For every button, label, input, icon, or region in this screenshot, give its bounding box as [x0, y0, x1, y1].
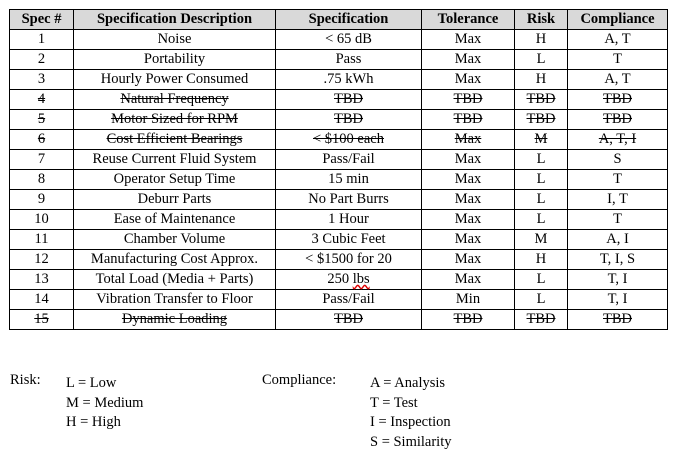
risk-text: M [534, 231, 548, 247]
description-text: Deburr Parts [137, 191, 212, 207]
specification-cell [276, 30, 422, 50]
compliance-text: TBD [603, 91, 632, 107]
specification-cell [276, 50, 422, 70]
table-row [10, 30, 668, 50]
specification-text: No Part Burrs [308, 191, 389, 207]
compliance-cell [568, 130, 668, 150]
tolerance-text: Max [454, 231, 482, 247]
risk-legend-item: L = Low [66, 375, 117, 391]
specification-text: 15 min [328, 171, 369, 187]
spec-number-text: 5 [37, 111, 46, 127]
description-text: Ease of Maintenance [113, 211, 236, 227]
specification-text: .75 kWh [323, 71, 374, 87]
tolerance-text: Max [454, 151, 482, 167]
specification-cell [276, 210, 422, 230]
compliance-text: T, I [607, 271, 628, 287]
compliance-text: TBD [603, 111, 632, 127]
risk-cell [515, 310, 568, 330]
compliance-text: T, I, S [599, 251, 636, 267]
risk-cell [515, 130, 568, 150]
tolerance-cell [422, 130, 515, 150]
risk-text: L [536, 191, 546, 207]
compliance-cell [568, 30, 668, 50]
compliance-cell [568, 70, 668, 90]
compliance-cell [568, 310, 668, 330]
risk-cell [515, 110, 568, 130]
compliance-cell [568, 270, 668, 290]
description-cell [74, 270, 276, 290]
risk-text: TBD [526, 111, 556, 127]
tolerance-text: Max [454, 191, 482, 207]
spec-number-text: 9 [37, 191, 46, 207]
description-cell [74, 250, 276, 270]
risk-cell [515, 50, 568, 70]
tolerance-cell [422, 250, 515, 270]
spec-number-cell [10, 290, 74, 310]
spec-number-text: 4 [37, 91, 46, 107]
table-row [10, 90, 668, 110]
spec-number-cell [10, 170, 74, 190]
risk-cell [515, 290, 568, 310]
spec-number-text: 1 [37, 31, 46, 47]
description-cell [74, 230, 276, 250]
spec-number-cell [10, 310, 74, 330]
risk-text: L [536, 291, 546, 307]
specification-cell [276, 170, 422, 190]
spec-number-cell [10, 210, 74, 230]
compliance-cell [568, 250, 668, 270]
risk-text: H [535, 251, 547, 267]
specification-text: TBD [334, 111, 363, 127]
spec-number-text: 12 [34, 251, 49, 267]
compliance-text: TBD [603, 311, 632, 327]
compliance-cell [568, 210, 668, 230]
compliance-legend-item: S = Similarity [370, 433, 452, 450]
specification-cell [276, 190, 422, 210]
tolerance-text: Max [454, 131, 482, 147]
tolerance-text: Max [454, 211, 482, 227]
risk-cell [515, 170, 568, 190]
compliance-cell [568, 50, 668, 70]
risk-label: Risk: [10, 372, 41, 388]
specification-text: TBD [334, 91, 363, 107]
specification-text: 3 Cubic Feet [311, 231, 386, 247]
tolerance-cell [422, 50, 515, 70]
description-cell [74, 110, 276, 130]
compliance-cell [568, 290, 668, 310]
risk-text: M [534, 131, 548, 147]
table-row [10, 70, 668, 90]
tolerance-text: Max [454, 251, 482, 267]
compliance-legend-item: A = Analysis [370, 375, 446, 391]
spec-number-text: 13 [34, 271, 49, 287]
risk-text: TBD [526, 91, 556, 107]
description-text: Dynamic Loading [121, 311, 228, 327]
risk-cell [515, 250, 568, 270]
spec-number-cell [10, 110, 74, 130]
spec-number-cell [10, 270, 74, 290]
specification-cell [276, 150, 422, 170]
table-row [10, 130, 668, 150]
specification-cell [276, 250, 422, 270]
tolerance-cell [422, 170, 515, 190]
compliance-cell [568, 170, 668, 190]
spec-number-cell [10, 90, 74, 110]
compliance-cell [568, 90, 668, 110]
risk-text: L [536, 151, 546, 167]
spec-number-cell [10, 70, 74, 90]
spec-number-text: 6 [37, 131, 46, 147]
header-description: Specification Description [74, 10, 276, 30]
compliance-text: T, I [607, 291, 628, 307]
description-text: Chamber Volume [123, 231, 226, 247]
description-cell [74, 90, 276, 110]
specification-cell [276, 90, 422, 110]
compliance-text: A, T, I [598, 131, 637, 147]
description-text: Portability [143, 51, 206, 67]
spec-number-cell [10, 190, 74, 210]
risk-cell [515, 210, 568, 230]
table-row [10, 150, 668, 170]
risk-cell [515, 30, 568, 50]
compliance-text: A, T [604, 31, 631, 47]
tolerance-text: TBD [453, 91, 483, 107]
compliance-cell [568, 110, 668, 130]
tolerance-cell [422, 270, 515, 290]
risk-text: L [536, 211, 546, 227]
compliance-text: T [613, 211, 622, 227]
specification-text: 1 Hour [328, 211, 369, 227]
tolerance-text: Max [454, 51, 482, 67]
spec-number-text: 14 [34, 291, 49, 307]
spec-number-cell [10, 150, 74, 170]
description-text: Operator Setup Time [113, 171, 236, 187]
description-cell [74, 210, 276, 230]
specification-cell [276, 130, 422, 150]
tolerance-text: Max [454, 271, 482, 287]
specification-cell [276, 270, 422, 290]
compliance-text: S [613, 151, 622, 167]
description-cell [74, 310, 276, 330]
specification-text: Pass/Fail [322, 291, 375, 307]
spec-number-cell [10, 50, 74, 70]
spec-number-text: 8 [37, 171, 46, 187]
description-text: Motor Sized for RPM [111, 111, 238, 127]
risk-legend-item: M = Medium [66, 394, 144, 411]
tolerance-text: Max [454, 71, 482, 87]
specification-text: Pass [335, 51, 362, 67]
specification-cell [276, 290, 422, 310]
compliance-cell [568, 190, 668, 210]
risk-text: L [536, 171, 546, 187]
specification-cell [276, 110, 422, 130]
compliance-text: T [613, 51, 622, 67]
spec-number-cell [10, 30, 74, 50]
specification-cell [276, 70, 422, 90]
header-compliance: Compliance [568, 10, 668, 30]
risk-cell [515, 190, 568, 210]
spec-number-text: 2 [37, 51, 46, 67]
description-text: Cost Efficient Bearings [106, 131, 243, 147]
table-row [10, 210, 668, 230]
description-cell [74, 30, 276, 50]
specification-text: 250 lbs [327, 271, 370, 287]
tolerance-text: Max [454, 31, 482, 47]
tolerance-cell [422, 150, 515, 170]
description-text: Noise [157, 31, 192, 47]
specification-text: < $100 each [313, 131, 384, 147]
compliance-text: A, T [604, 71, 631, 87]
spec-number-cell [10, 230, 74, 250]
header-tolerance: Tolerance [422, 10, 515, 30]
compliance-cell [568, 150, 668, 170]
risk-legend [66, 374, 143, 433]
description-text: Manufacturing Cost Approx. [90, 251, 259, 267]
risk-cell [515, 150, 568, 170]
header-specification: Specification [276, 10, 422, 30]
description-text: Vibration Transfer to Floor [96, 291, 253, 307]
tolerance-cell [422, 230, 515, 250]
table-row [10, 170, 668, 190]
tolerance-cell [422, 110, 515, 130]
risk-text: L [536, 51, 546, 67]
table-row [10, 250, 668, 270]
table-row [10, 230, 668, 250]
description-cell [74, 150, 276, 170]
description-cell [74, 290, 276, 310]
tolerance-cell [422, 290, 515, 310]
header-risk: Risk [515, 10, 568, 30]
tolerance-text: TBD [453, 311, 483, 327]
spec-number-text: 7 [37, 151, 46, 167]
risk-text: TBD [526, 311, 556, 327]
compliance-label: Compliance: [262, 372, 337, 388]
description-text: Total Load (Media + Parts) [95, 271, 254, 287]
tolerance-cell [422, 210, 515, 230]
specification-cell [276, 230, 422, 250]
tolerance-cell [422, 70, 515, 90]
risk-cell [515, 70, 568, 90]
tolerance-cell [422, 30, 515, 50]
header-row [10, 10, 668, 30]
compliance-cell [568, 230, 668, 250]
tolerance-cell [422, 190, 515, 210]
description-text: Natural Frequency [120, 91, 229, 107]
tolerance-cell [422, 90, 515, 110]
compliance-legend-item: I = Inspection [370, 414, 451, 430]
risk-cell [515, 90, 568, 110]
risk-cell [515, 270, 568, 290]
table-row [10, 110, 668, 130]
description-cell [74, 170, 276, 190]
spec-number-cell [10, 250, 74, 270]
spec-number-text: 15 [34, 311, 49, 327]
description-cell [74, 190, 276, 210]
risk-cell [515, 230, 568, 250]
tolerance-text: Min [455, 291, 481, 307]
specification-text: < $1500 for 20 [305, 251, 392, 267]
table-row [10, 50, 668, 70]
tolerance-cell [422, 310, 515, 330]
risk-text: H [535, 71, 547, 87]
description-text: Hourly Power Consumed [100, 71, 249, 87]
table-row [10, 290, 668, 310]
specification-cell [276, 310, 422, 330]
specification-text: < 65 dB [325, 31, 372, 47]
tolerance-text: TBD [453, 111, 483, 127]
compliance-text: I, T [607, 191, 628, 207]
compliance-text: A, I [606, 231, 629, 247]
tolerance-text: Max [454, 171, 482, 187]
compliance-legend-item: T = Test [370, 394, 418, 411]
spec-number-text: 10 [34, 211, 49, 227]
specification-table [9, 9, 668, 330]
compliance-legend-label [262, 371, 336, 391]
header-spec-number: Spec # [10, 10, 74, 30]
specification-text: TBD [334, 311, 363, 327]
spec-number-cell [10, 130, 74, 150]
table-row [10, 310, 668, 330]
spec-number-text: 11 [34, 231, 49, 247]
description-cell [74, 50, 276, 70]
description-text: Reuse Current Fluid System [92, 151, 257, 167]
risk-legend-item: H = High [66, 414, 121, 430]
risk-text: H [535, 31, 547, 47]
table-row [10, 270, 668, 290]
table-row [10, 190, 668, 210]
risk-legend-label [10, 371, 41, 391]
spec-number-text: 3 [37, 71, 46, 87]
compliance-legend [370, 374, 452, 452]
description-cell [74, 70, 276, 90]
compliance-text: T [613, 171, 622, 187]
risk-text: L [536, 271, 546, 287]
specification-text: Pass/Fail [322, 151, 375, 167]
description-cell [74, 130, 276, 150]
